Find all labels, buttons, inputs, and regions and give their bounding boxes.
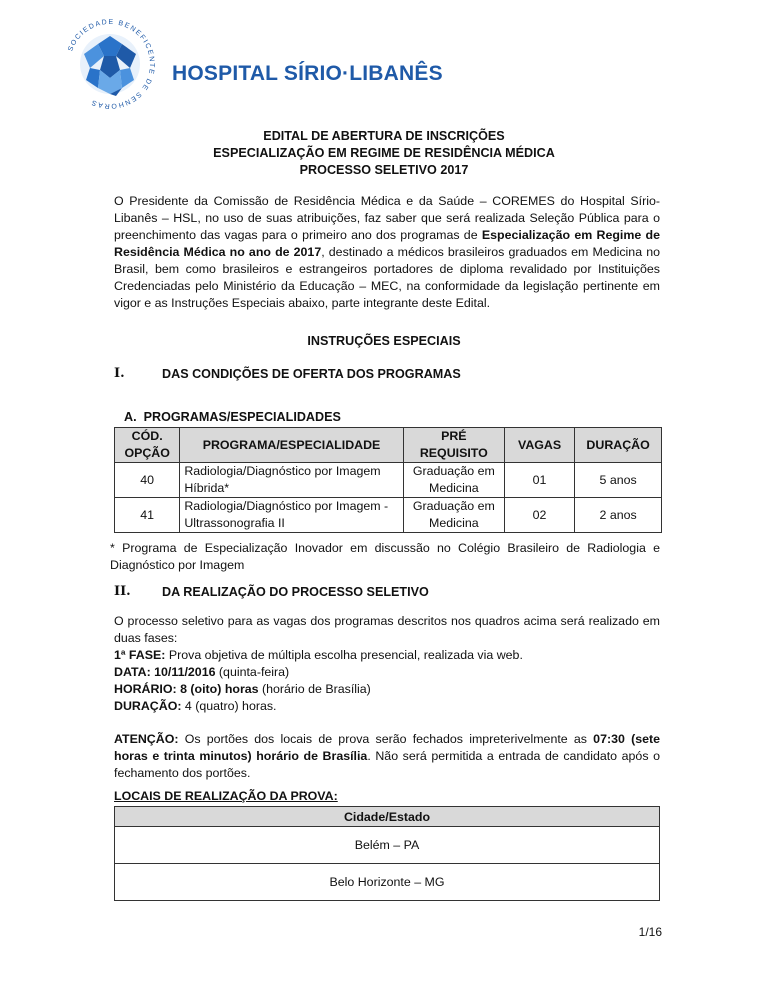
title-line-3: PROCESSO SELETIVO 2017 (299, 163, 469, 177)
horario-label: HORÁRIO: 8 (oito) horas (114, 682, 259, 696)
cell-programa: Radiologia/Diagnóstico por Imagem Híbrida* (180, 463, 403, 498)
section-2-number: II. (114, 584, 131, 599)
table-footnote: * Programa de Especialização Inovador em discussão no Colégio Brasileiro de Radiologia e Diagnóstico por Imagem (110, 541, 660, 572)
atencao-paragraph (114, 731, 660, 782)
cell-requisito: Graduação em Medicina (403, 463, 504, 498)
cell-duracao: 2 anos (575, 498, 662, 533)
intro-text-1: O Presidente da Comissão de Residência Médica e da Saúde – COREMES do Hospital Sírio-Libanês – HSL, no uso de suas atribuições, faz saber que será realizada Seleção Pública para o preenchimento das vagas para o primeiro ano dos programas de (114, 194, 660, 242)
duracao-line (114, 698, 660, 715)
cell-programa: Radiologia/Diagnóstico por Imagem - Ultrassonografia II (180, 498, 403, 533)
locais-heading: LOCAIS DE REALIZAÇÃO DA PROVA: (114, 789, 338, 803)
col-cod-opcao: CÓD. OPÇÃO (115, 428, 180, 463)
intro-paragraph (114, 193, 660, 312)
cell-vagas: 02 (504, 498, 574, 533)
locais-table-header (115, 807, 660, 827)
programs-table-header (115, 428, 662, 463)
cell-requisito: Graduação em Medicina (403, 498, 504, 533)
table-row (115, 864, 660, 901)
duracao-text: 4 (quatro) horas. (181, 699, 277, 713)
page-number: 1/16 (638, 925, 662, 939)
atencao-bold: 07:30 (sete horas e trinta minutos) horário de Brasília (114, 732, 660, 763)
col-cidade-estado: Cidade/Estado (115, 807, 660, 827)
section-1-title: DAS CONDIÇÕES DE OFERTA DOS PROGRAMAS (162, 367, 461, 381)
duracao-label: DURAÇÃO: (114, 699, 182, 713)
atencao-text-1: Os portões dos locais de prova serão fechados impreterivelmente as (178, 732, 594, 746)
col-duracao: DURAÇÃO (575, 428, 662, 463)
table-row (115, 827, 660, 864)
table-row (115, 463, 662, 498)
cell-cod: 41 (115, 498, 180, 533)
cell-cod: 40 (115, 463, 180, 498)
table-row (115, 498, 662, 533)
programs-table (114, 427, 662, 533)
cell-duracao: 5 anos (575, 463, 662, 498)
hospital-logo (60, 14, 160, 114)
section-1-subheading: A. PROGRAMAS/ESPECIALIDADES (124, 410, 341, 424)
brand-name: HOSPITAL SÍRIO·LIBANÊS (172, 62, 443, 85)
atencao-text-2: . Não será permitida a entrada de candidato após o fechamento dos portões. (114, 749, 660, 780)
fase-label: 1ª FASE: (114, 648, 166, 662)
col-pre-requisito: PRÉ REQUISITO (403, 428, 504, 463)
section-2-intro: O processo seletivo para as vagas dos programas descritos nos quadros acima será realizado em duas fases: (114, 614, 660, 645)
instructions-heading: INSTRUÇÕES ESPECIAIS (307, 334, 461, 348)
data-line (114, 664, 660, 681)
data-label: DATA: 10/11/2016 (114, 665, 216, 679)
intro-text-2: , destinado a médicos brasileiros graduados em Medicina no Brasil, bem como brasileiros e estrangeiros portadores de diploma revalidado por Instituições Credenciadas pelo Ministério da Educação – MEC, na conformidade da legislação pertinente em vigor e as Instruções Especiais abaixo, parte integrante deste Edital. (114, 245, 660, 310)
cell-city: Belém – PA (115, 827, 660, 864)
logo-ring-text: SOCIEDADE BENEFICENTE DE SENHORAS (67, 18, 156, 110)
col-programa: PROGRAMA/ESPECIALIDADE (180, 428, 403, 463)
intro-bold: Especialização em Regime de Residência Médica no ano de 2017 (114, 228, 660, 259)
horario-line (114, 681, 660, 698)
fase-line (114, 647, 660, 664)
horario-text: (horário de Brasília) (258, 682, 371, 696)
locais-table (114, 806, 660, 901)
title-line-1: EDITAL DE ABERTURA DE INSCRIÇÕES (263, 129, 505, 143)
fase-text: Prova objetiva de múltipla escolha presencial, realizada via web. (165, 648, 523, 662)
cell-vagas: 01 (504, 463, 574, 498)
data-text: (quinta-feira) (215, 665, 290, 679)
atencao-label: ATENÇÃO: (114, 732, 179, 746)
cell-city: Belo Horizonte – MG (115, 864, 660, 901)
section-1-number: I. (114, 366, 125, 381)
title-line-2: ESPECIALIZAÇÃO EM REGIME DE RESIDÊNCIA MÉDICA (213, 146, 555, 160)
geodesic-sphere-icon (80, 34, 140, 96)
section-2-title: DA REALIZAÇÃO DO PROCESSO SELETIVO (162, 585, 429, 599)
col-vagas: VAGAS (504, 428, 574, 463)
